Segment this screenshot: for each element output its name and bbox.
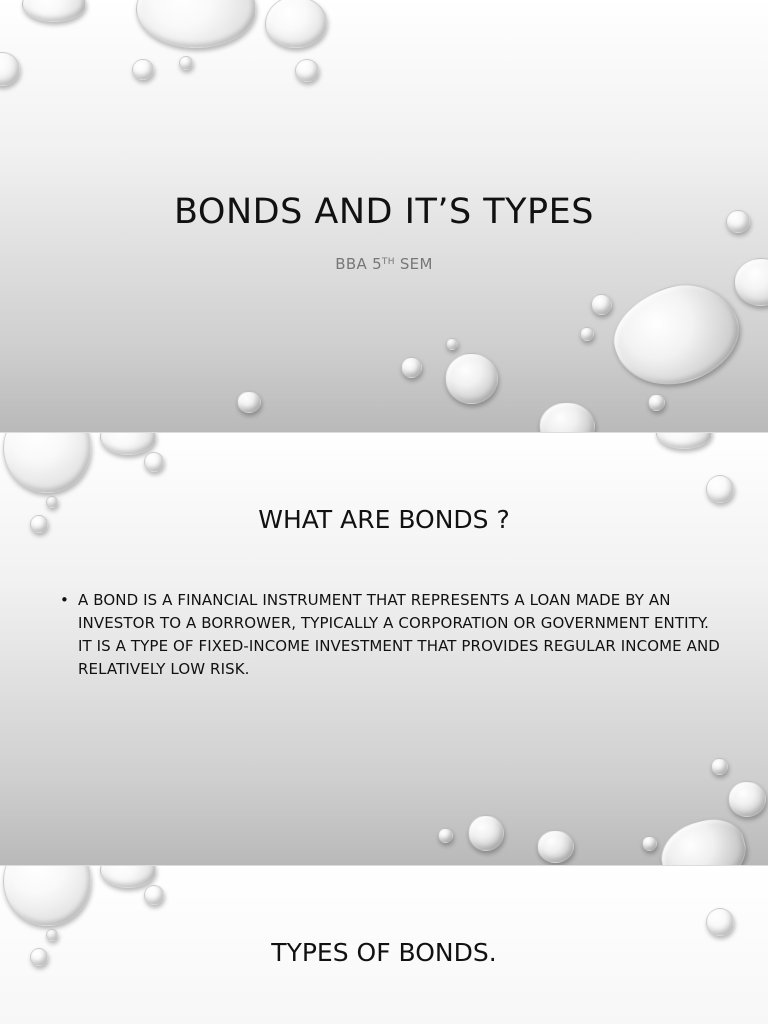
water-drop-decoration xyxy=(468,815,504,851)
water-drop-decoration xyxy=(642,836,657,851)
subtitle-text: BBA 5 xyxy=(335,255,382,273)
water-drop-decoration xyxy=(653,811,753,865)
water-drop-decoration xyxy=(446,338,458,350)
water-drop-decoration xyxy=(237,391,261,413)
water-drop-decoration xyxy=(401,357,422,378)
water-drop-decoration xyxy=(706,908,734,936)
water-drop-decoration xyxy=(728,781,766,817)
slide-heading: TYPES OF BONDS. xyxy=(271,938,497,967)
water-drop-decoration xyxy=(3,433,91,493)
water-drop-decoration xyxy=(3,866,91,926)
slide-subtitle xyxy=(0,255,768,273)
water-drop-decoration xyxy=(100,433,156,455)
water-drop-decoration xyxy=(445,353,498,404)
bullet-list xyxy=(60,589,720,681)
water-drop-decoration xyxy=(539,402,595,432)
slide-heading: WHAT ARE BONDS ? xyxy=(258,505,510,534)
water-drop-decoration xyxy=(656,433,712,449)
water-drop-decoration xyxy=(136,0,256,48)
water-drop-decoration xyxy=(265,0,327,48)
bullet-item xyxy=(60,589,720,681)
water-drop-decoration xyxy=(648,394,665,411)
slide-title-heading: BONDS AND IT’S TYPES xyxy=(174,192,594,232)
water-drop-decoration xyxy=(132,59,154,80)
slide-what-are-bonds xyxy=(0,433,768,865)
water-drop-decoration xyxy=(438,828,453,843)
subtitle-suffix: SEM xyxy=(394,255,433,273)
water-drop-decoration xyxy=(601,270,750,400)
water-drop-decoration xyxy=(144,885,164,905)
water-drop-decoration xyxy=(706,475,734,503)
slide-types-of-bonds xyxy=(0,866,768,1024)
subtitle-superscript: TH xyxy=(381,257,395,267)
water-drop-decoration xyxy=(711,758,728,775)
water-drop-decoration xyxy=(0,52,20,86)
water-drop-decoration xyxy=(537,830,574,863)
slide-title xyxy=(0,0,768,432)
bullet-marker: • xyxy=(60,591,69,609)
water-drop-decoration xyxy=(179,56,193,70)
water-drop-decoration xyxy=(144,452,164,472)
water-drop-decoration xyxy=(591,294,612,315)
water-drop-decoration xyxy=(295,59,319,82)
water-drop-decoration xyxy=(22,0,86,22)
water-drop-decoration xyxy=(580,327,594,341)
water-drop-decoration xyxy=(100,866,156,888)
bullet-text: A BOND IS A FINANCIAL INSTRUMENT THAT REPRESENTS A LOAN MADE BY AN INVESTOR TO A BORROWER, TYPICALLY A CORPORATION OR GOVERNMENT ENTITY. IT IS A TYPE OF FIXED-INCOME INVESTMENT THAT PROVIDES REGULAR INCOME AND RELATIVELY LOW RISK. xyxy=(78,591,720,678)
